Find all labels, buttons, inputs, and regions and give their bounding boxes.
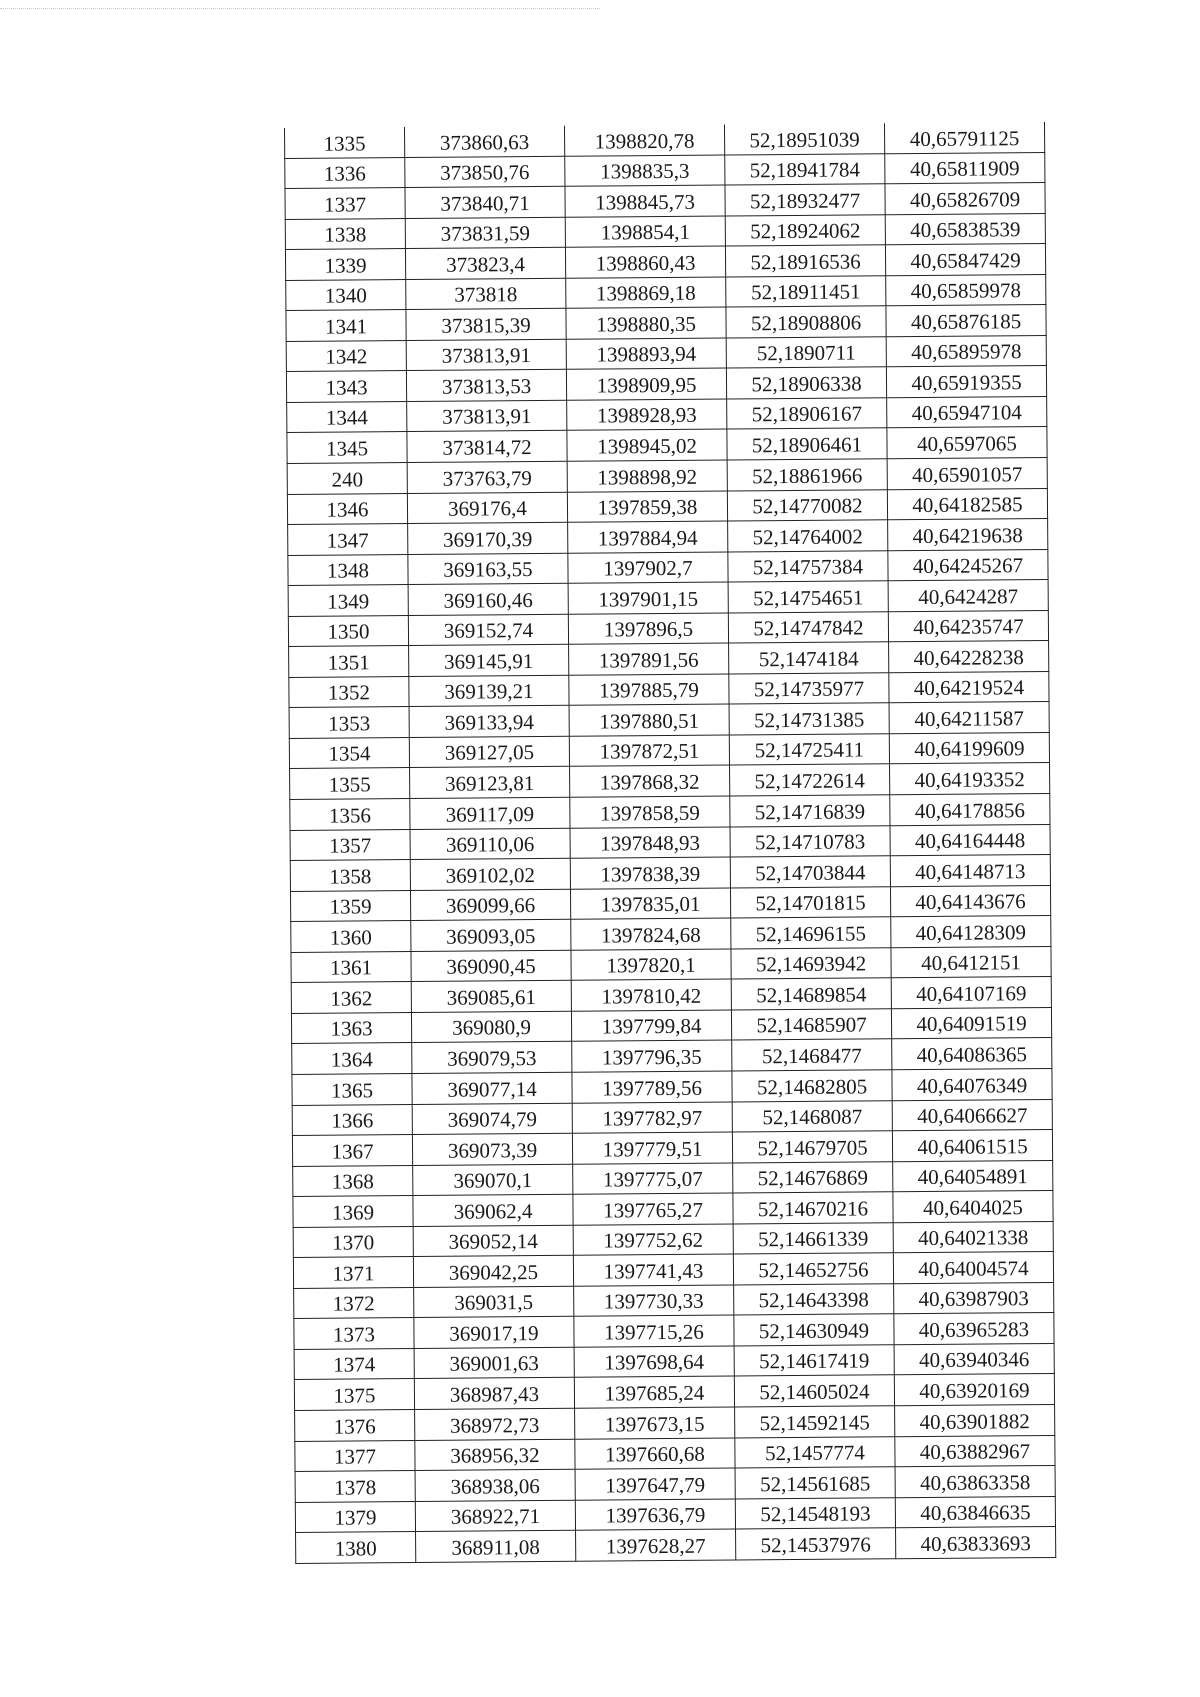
point-number-cell: 1338	[285, 218, 405, 249]
latitude-cell: 52,18906167	[727, 398, 887, 430]
longitude-cell: 40,64235747	[888, 610, 1048, 642]
latitude-cell: 52,1468477	[732, 1039, 892, 1071]
y-coordinate-cell: 1397660,68	[575, 1438, 735, 1470]
longitude-cell: 40,63863358	[895, 1466, 1055, 1498]
latitude-cell: 52,14661339	[733, 1222, 893, 1254]
longitude-cell: 40,64245267	[888, 549, 1048, 581]
longitude-cell: 40,65919355	[886, 366, 1046, 398]
y-coordinate-cell: 1398928,93	[567, 399, 727, 431]
longitude-cell: 40,64199609	[889, 732, 1049, 764]
point-number-cell: 1378	[295, 1471, 415, 1502]
y-coordinate-cell: 1398898,92	[567, 460, 727, 492]
point-number-cell: 1344	[287, 401, 407, 432]
longitude-cell: 40,6412151	[891, 946, 1051, 978]
latitude-cell: 52,1468087	[732, 1100, 892, 1132]
longitude-cell: 40,64148713	[890, 855, 1050, 887]
latitude-cell: 52,14703844	[730, 856, 890, 888]
longitude-cell: 40,63882967	[895, 1435, 1055, 1467]
point-number-cell: 1336	[285, 157, 405, 188]
point-number-cell: 1371	[293, 1257, 413, 1288]
x-coordinate-cell: 373850,76	[405, 156, 565, 188]
x-coordinate-cell: 373818	[406, 278, 566, 310]
x-coordinate-cell: 369077,14	[412, 1072, 572, 1104]
point-number-cell: 1341	[286, 310, 406, 341]
point-number-cell: 1374	[294, 1348, 414, 1379]
longitude-cell: 40,64143676	[890, 885, 1050, 917]
y-coordinate-cell: 1398893,94	[566, 338, 726, 370]
longitude-cell: 40,65847429	[885, 244, 1045, 276]
latitude-cell: 52,14747842	[728, 612, 888, 644]
latitude-cell: 52,14725411	[729, 734, 889, 766]
x-coordinate-cell: 369080,9	[411, 1011, 571, 1043]
x-coordinate-cell: 369062,4	[413, 1194, 573, 1226]
latitude-cell: 52,14561685	[735, 1467, 895, 1499]
y-coordinate-cell: 1397752,62	[573, 1224, 733, 1256]
y-coordinate-cell: 1397868,32	[570, 766, 730, 798]
latitude-cell: 52,14770082	[727, 489, 887, 521]
y-coordinate-cell: 1397885,79	[569, 674, 729, 706]
latitude-cell: 52,18911451	[726, 276, 886, 308]
point-number-cell: 1343	[286, 371, 406, 402]
longitude-cell: 40,64076349	[892, 1068, 1052, 1100]
point-number-cell: 1335	[284, 127, 404, 158]
y-coordinate-cell: 1397884,94	[568, 521, 728, 553]
latitude-cell: 52,1474184	[729, 642, 889, 674]
latitude-cell: 52,14735977	[729, 673, 889, 705]
x-coordinate-cell: 369145,91	[409, 645, 569, 677]
longitude-cell: 40,65811909	[885, 152, 1045, 184]
x-coordinate-cell: 369085,61	[411, 981, 571, 1013]
point-number-cell: 1352	[289, 676, 409, 707]
x-coordinate-cell: 373840,71	[405, 186, 565, 218]
longitude-cell: 40,64193352	[890, 763, 1050, 795]
x-coordinate-cell: 369074,79	[412, 1103, 572, 1135]
x-coordinate-cell: 373813,91	[407, 400, 567, 432]
x-coordinate-cell: 369127,05	[409, 736, 569, 768]
point-number-cell: 1353	[289, 707, 409, 738]
longitude-cell: 40,65895978	[886, 335, 1046, 367]
x-coordinate-cell: 369170,39	[408, 522, 568, 554]
longitude-cell: 40,63940346	[894, 1343, 1054, 1375]
y-coordinate-cell: 1397765,27	[573, 1193, 733, 1225]
x-coordinate-cell: 369070,1	[413, 1164, 573, 1196]
y-coordinate-cell: 1397636,79	[575, 1499, 735, 1531]
x-coordinate-cell: 373823,4	[405, 247, 565, 279]
point-number-cell: 1339	[285, 249, 405, 280]
point-number-cell: 240	[287, 463, 407, 494]
longitude-cell: 40,64107169	[891, 977, 1051, 1009]
y-coordinate-cell: 1397685,24	[574, 1376, 734, 1408]
y-coordinate-cell: 1398869,18	[566, 277, 726, 309]
x-coordinate-cell: 369099,66	[410, 889, 570, 921]
point-number-cell: 1350	[288, 615, 408, 646]
x-coordinate-cell: 369110,06	[410, 828, 570, 860]
y-coordinate-cell: 1397775,07	[573, 1163, 733, 1195]
latitude-cell: 52,14670216	[733, 1192, 893, 1224]
latitude-cell: 52,14757384	[728, 550, 888, 582]
point-number-cell: 1367	[292, 1135, 412, 1166]
x-coordinate-cell: 369176,4	[407, 492, 567, 524]
longitude-cell: 40,64211587	[889, 702, 1049, 734]
x-coordinate-cell: 369052,14	[413, 1225, 573, 1257]
coordinates-table	[284, 122, 1056, 1564]
x-coordinate-cell: 369117,09	[410, 797, 570, 829]
x-coordinate-cell: 368956,32	[415, 1439, 575, 1471]
latitude-cell: 52,14605024	[734, 1375, 894, 1407]
longitude-cell: 40,65876185	[886, 305, 1046, 337]
y-coordinate-cell: 1397647,79	[575, 1468, 735, 1500]
table-row	[296, 1527, 1056, 1564]
point-number-cell: 1365	[292, 1073, 412, 1104]
y-coordinate-cell: 1398820,78	[564, 125, 724, 156]
point-number-cell: 1360	[291, 921, 411, 952]
x-coordinate-cell: 373860,63	[404, 126, 564, 157]
x-coordinate-cell: 369102,02	[410, 858, 570, 890]
latitude-cell: 52,14716839	[730, 795, 890, 827]
x-coordinate-cell: 368972,73	[415, 1408, 575, 1440]
y-coordinate-cell: 1397799,84	[571, 1010, 731, 1042]
point-number-cell: 1358	[290, 860, 410, 891]
point-number-cell: 1346	[287, 493, 407, 524]
x-coordinate-cell: 369152,74	[408, 614, 568, 646]
point-number-cell: 1376	[295, 1409, 415, 1440]
y-coordinate-cell: 1397872,51	[569, 735, 729, 767]
point-number-cell: 1355	[290, 768, 410, 799]
latitude-cell: 52,14710783	[730, 825, 890, 857]
coordinates-table-body	[284, 122, 1055, 1563]
longitude-cell: 40,64228238	[889, 641, 1049, 673]
x-coordinate-cell: 373815,39	[406, 309, 566, 341]
x-coordinate-cell: 369133,94	[409, 706, 569, 738]
latitude-cell: 52,18951039	[724, 123, 884, 154]
point-number-cell: 1366	[292, 1104, 412, 1135]
latitude-cell: 52,14679705	[732, 1131, 892, 1163]
y-coordinate-cell: 1397838,39	[570, 857, 730, 889]
y-coordinate-cell: 1397902,7	[568, 552, 728, 584]
x-coordinate-cell: 373814,72	[407, 431, 567, 463]
x-coordinate-cell: 369079,53	[412, 1042, 572, 1074]
y-coordinate-cell: 1397820,1	[571, 949, 731, 981]
point-number-cell: 1363	[291, 1012, 411, 1043]
y-coordinate-cell: 1397859,38	[567, 491, 727, 523]
x-coordinate-cell: 373763,79	[407, 461, 567, 493]
point-number-cell: 1337	[285, 188, 405, 219]
y-coordinate-cell: 1398860,43	[565, 246, 725, 278]
latitude-cell: 52,14731385	[729, 703, 889, 735]
longitude-cell: 40,64164448	[890, 824, 1050, 856]
point-number-cell: 1351	[289, 646, 409, 677]
point-number-cell: 1345	[287, 432, 407, 463]
point-number-cell: 1379	[295, 1501, 415, 1532]
longitude-cell: 40,64091519	[891, 1007, 1051, 1039]
longitude-cell: 40,65901057	[887, 458, 1047, 490]
y-coordinate-cell: 1397880,51	[569, 704, 729, 736]
x-coordinate-cell: 368922,71	[415, 1500, 575, 1532]
y-coordinate-cell: 1397901,15	[568, 582, 728, 614]
longitude-cell: 40,64219638	[888, 519, 1048, 551]
latitude-cell: 52,18906461	[727, 428, 887, 460]
y-coordinate-cell: 1397730,33	[574, 1285, 734, 1317]
x-coordinate-cell: 369001,63	[414, 1347, 574, 1379]
latitude-cell: 52,18924062	[725, 214, 885, 246]
y-coordinate-cell: 1397896,5	[568, 613, 728, 645]
x-coordinate-cell: 369042,25	[413, 1255, 573, 1287]
x-coordinate-cell: 369163,55	[408, 553, 568, 585]
latitude-cell: 52,14676869	[733, 1161, 893, 1193]
longitude-cell: 40,6424287	[888, 580, 1048, 612]
point-number-cell: 1380	[296, 1532, 416, 1563]
latitude-cell: 52,18941784	[725, 153, 885, 185]
latitude-cell: 52,14696155	[731, 917, 891, 949]
point-number-cell: 1340	[286, 279, 406, 310]
longitude-cell: 40,65826709	[885, 183, 1045, 215]
latitude-cell: 52,14693942	[731, 948, 891, 980]
latitude-cell: 52,14630949	[734, 1314, 894, 1346]
latitude-cell: 52,14722614	[730, 764, 890, 796]
x-coordinate-cell: 373813,91	[406, 339, 566, 371]
latitude-cell: 52,14685907	[731, 1009, 891, 1041]
y-coordinate-cell: 1397824,68	[571, 918, 731, 950]
longitude-cell: 40,65947104	[887, 396, 1047, 428]
x-coordinate-cell: 368911,08	[416, 1530, 576, 1562]
latitude-cell: 52,14701815	[730, 886, 890, 918]
x-coordinate-cell: 369160,46	[408, 583, 568, 615]
y-coordinate-cell: 1397810,42	[571, 979, 731, 1011]
y-coordinate-cell: 1397796,35	[572, 1040, 732, 1072]
point-number-cell: 1348	[288, 554, 408, 585]
longitude-cell: 40,65791125	[884, 122, 1044, 153]
point-number-cell: 1375	[294, 1379, 414, 1410]
latitude-cell: 52,14643398	[734, 1284, 894, 1316]
latitude-cell: 52,14689854	[731, 978, 891, 1010]
point-number-cell: 1372	[294, 1287, 414, 1318]
latitude-cell: 52,14592145	[735, 1406, 895, 1438]
point-number-cell: 1361	[291, 951, 411, 982]
longitude-cell: 40,64128309	[891, 916, 1051, 948]
y-coordinate-cell: 1397789,56	[572, 1071, 732, 1103]
y-coordinate-cell: 1397858,59	[570, 796, 730, 828]
point-number-cell: 1370	[293, 1226, 413, 1257]
latitude-cell: 52,14652756	[733, 1253, 893, 1285]
latitude-cell: 52,1457774	[735, 1436, 895, 1468]
y-coordinate-cell: 1398854,1	[565, 216, 725, 248]
y-coordinate-cell: 1397835,01	[570, 888, 730, 920]
x-coordinate-cell: 368938,06	[415, 1469, 575, 1501]
longitude-cell: 40,64086365	[892, 1038, 1052, 1070]
latitude-cell: 52,1890711	[726, 337, 886, 369]
point-number-cell: 1373	[294, 1318, 414, 1349]
y-coordinate-cell: 1397628,27	[576, 1529, 736, 1561]
x-coordinate-cell: 369139,21	[409, 675, 569, 707]
x-coordinate-cell: 373831,59	[405, 217, 565, 249]
longitude-cell: 40,63833693	[896, 1527, 1056, 1559]
point-number-cell: 1349	[288, 585, 408, 616]
x-coordinate-cell: 369093,05	[411, 919, 571, 951]
x-coordinate-cell: 369073,39	[412, 1133, 572, 1165]
latitude-cell: 52,14764002	[728, 520, 888, 552]
y-coordinate-cell: 1397741,43	[573, 1254, 733, 1286]
latitude-cell: 52,14548193	[735, 1497, 895, 1529]
point-number-cell: 1368	[293, 1165, 413, 1196]
point-number-cell: 1342	[286, 340, 406, 371]
longitude-cell: 40,63965283	[894, 1313, 1054, 1345]
y-coordinate-cell: 1398880,35	[566, 307, 726, 339]
longitude-cell: 40,65838539	[885, 213, 1045, 245]
y-coordinate-cell: 1397779,51	[572, 1132, 732, 1164]
y-coordinate-cell: 1397782,97	[572, 1102, 732, 1134]
longitude-cell: 40,64178856	[890, 794, 1050, 826]
x-coordinate-cell: 369017,19	[414, 1317, 574, 1349]
y-coordinate-cell: 1398835,3	[565, 155, 725, 187]
point-number-cell: 1377	[295, 1440, 415, 1471]
latitude-cell: 52,18906338	[726, 367, 886, 399]
latitude-cell: 52,14617419	[734, 1345, 894, 1377]
latitude-cell: 52,14682805	[732, 1070, 892, 1102]
longitude-cell: 40,64021338	[893, 1221, 1053, 1253]
point-number-cell: 1356	[290, 799, 410, 830]
y-coordinate-cell: 1398909,95	[566, 368, 726, 400]
latitude-cell: 52,14537976	[736, 1528, 896, 1560]
y-coordinate-cell: 1398845,73	[565, 185, 725, 217]
longitude-cell: 40,64054891	[893, 1160, 1053, 1192]
x-coordinate-cell: 369123,81	[410, 767, 570, 799]
y-coordinate-cell: 1397848,93	[570, 827, 730, 859]
x-coordinate-cell: 373813,53	[406, 370, 566, 402]
longitude-cell: 40,6404025	[893, 1191, 1053, 1223]
longitude-cell: 40,64066627	[892, 1099, 1052, 1131]
latitude-cell: 52,18916536	[725, 245, 885, 277]
point-number-cell: 1357	[290, 829, 410, 860]
x-coordinate-cell: 369031,5	[414, 1286, 574, 1318]
x-coordinate-cell: 368987,43	[414, 1378, 574, 1410]
longitude-cell: 40,63920169	[894, 1374, 1054, 1406]
longitude-cell: 40,64219524	[889, 671, 1049, 703]
y-coordinate-cell: 1397673,15	[575, 1407, 735, 1439]
point-number-cell: 1369	[293, 1196, 413, 1227]
x-coordinate-cell: 369090,45	[411, 950, 571, 982]
longitude-cell: 40,64061515	[892, 1130, 1052, 1162]
point-number-cell: 1359	[290, 890, 410, 921]
longitude-cell: 40,64004574	[893, 1252, 1053, 1284]
y-coordinate-cell: 1398945,02	[567, 429, 727, 461]
point-number-cell: 1354	[289, 737, 409, 768]
latitude-cell: 52,18932477	[725, 184, 885, 216]
longitude-cell: 40,63846635	[895, 1496, 1055, 1528]
longitude-cell: 40,6597065	[887, 427, 1047, 459]
longitude-cell: 40,65859978	[886, 274, 1046, 306]
longitude-cell: 40,64182585	[887, 488, 1047, 520]
scan-edge-artifact	[0, 8, 600, 10]
latitude-cell: 52,18861966	[727, 459, 887, 491]
point-number-cell: 1364	[292, 1043, 412, 1074]
latitude-cell: 52,18908806	[726, 306, 886, 338]
y-coordinate-cell: 1397698,64	[574, 1346, 734, 1378]
latitude-cell: 52,14754651	[728, 581, 888, 613]
longitude-cell: 40,63901882	[895, 1404, 1055, 1436]
longitude-cell: 40,63987903	[894, 1282, 1054, 1314]
point-number-cell: 1347	[288, 524, 408, 555]
y-coordinate-cell: 1397715,26	[574, 1315, 734, 1347]
point-number-cell: 1362	[291, 982, 411, 1013]
y-coordinate-cell: 1397891,56	[569, 643, 729, 675]
